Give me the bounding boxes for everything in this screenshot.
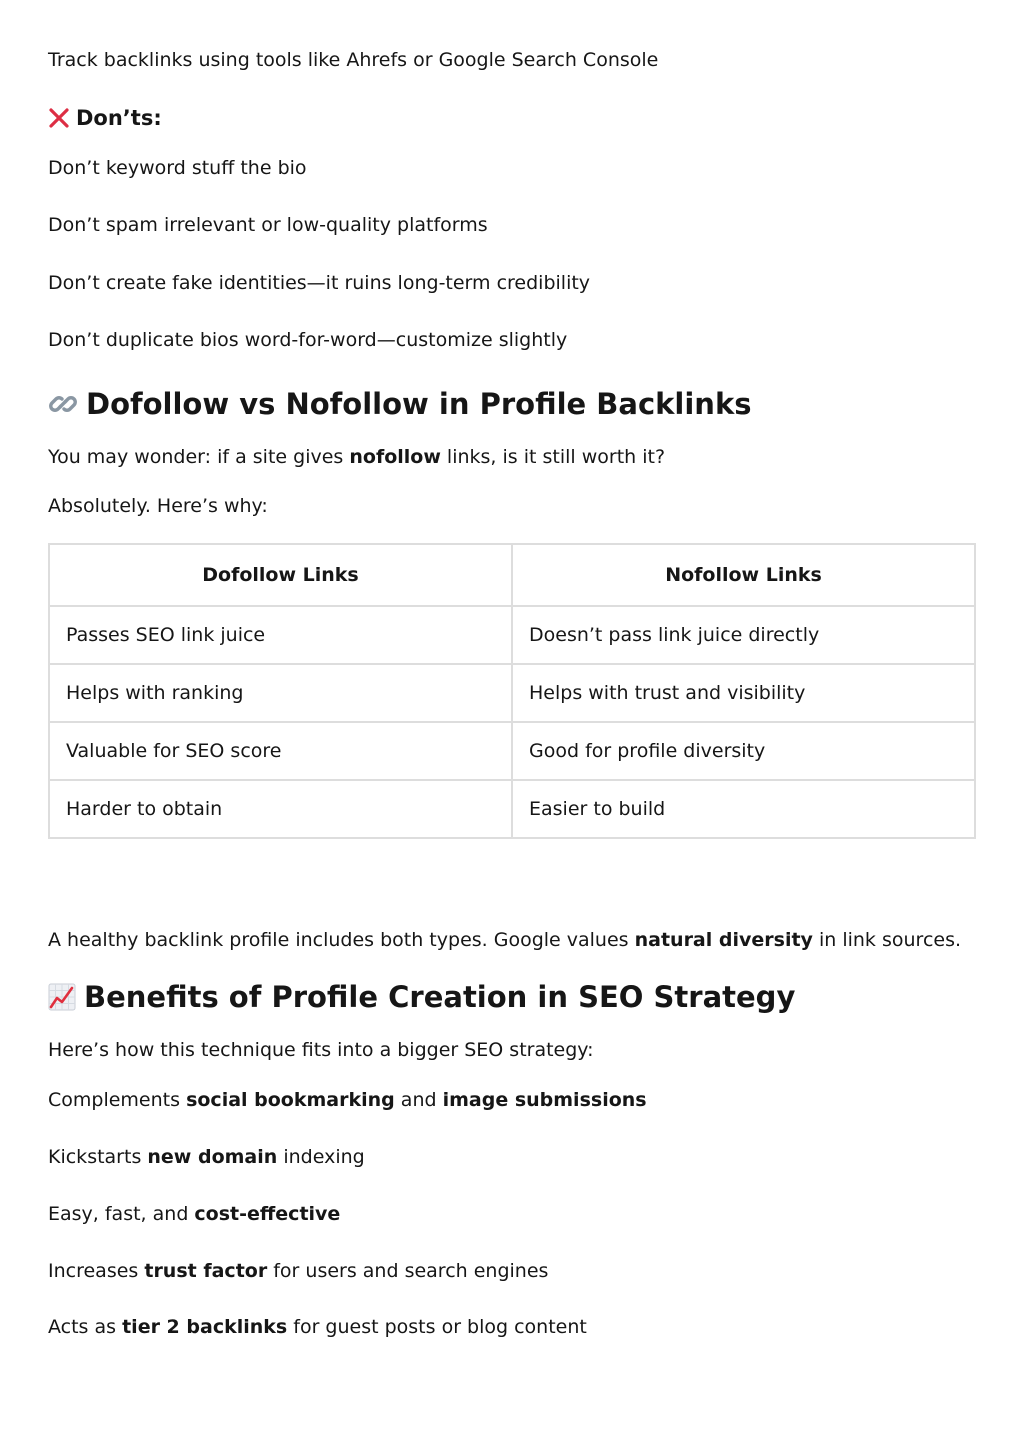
benefit-bold: image submissions	[442, 1089, 647, 1111]
answer-line: Absolutely. Here’s why:	[48, 495, 268, 517]
table-row	[49, 606, 975, 664]
donts-item: Don’t create fake identities—it ruins long-term credibility	[48, 272, 591, 294]
benefits-heading	[48, 979, 795, 1015]
benefit-text: Complements	[48, 1089, 187, 1111]
link-icon	[48, 389, 78, 419]
benefits-heading-text: Benefits of Profile Creation in SEO Strategy	[84, 980, 796, 1014]
summary-line	[48, 928, 961, 952]
benefit-text: Increases	[48, 1260, 145, 1282]
benefit-bold: social bookmarking	[186, 1089, 395, 1111]
summary-text: A healthy backlink profile includes both types. Google values	[48, 929, 635, 951]
dofollow-nofollow-table	[48, 543, 976, 839]
table-header-row	[49, 544, 975, 606]
table-row	[49, 780, 975, 838]
intro-line: Track backlinks using tools like Ahrefs or Google Search Console	[48, 49, 659, 71]
benefit-text: for guest posts or blog content	[287, 1316, 587, 1338]
benefit-text: Easy, fast, and	[48, 1203, 195, 1225]
benefit-text: indexing	[277, 1146, 365, 1168]
dofollow-heading-text: Dofollow vs Nofollow in Profile Backlinks	[86, 387, 752, 421]
table-cell: Helps with ranking	[49, 664, 512, 722]
table-cell: Valuable for SEO score	[49, 722, 512, 780]
benefit-text: for users and search engines	[267, 1260, 549, 1282]
nofollow-question	[48, 445, 665, 469]
benefit-item	[48, 1088, 647, 1112]
donts-heading-text: Don’ts:	[76, 106, 162, 130]
benefit-item	[48, 1259, 548, 1283]
donts-item: Don’t keyword stuff the bio	[48, 157, 307, 179]
benefit-text: Acts as	[48, 1316, 123, 1338]
benefit-bold: new domain	[147, 1146, 278, 1168]
benefit-text: and	[394, 1089, 443, 1111]
donts-heading	[48, 105, 162, 131]
table-cell: Easier to build	[512, 780, 975, 838]
question-text: You may wonder: if a site gives	[48, 446, 350, 468]
summary-bold: natural diversity	[634, 929, 813, 951]
donts-item: Don’t spam irrelevant or low-quality platforms	[48, 214, 488, 236]
benefit-bold: trust factor	[144, 1260, 268, 1282]
donts-item: Don’t duplicate bios word-for-word—customize slightly	[48, 329, 568, 351]
benefit-item	[48, 1202, 340, 1226]
summary-text: in link sources.	[812, 929, 962, 951]
benefit-item	[48, 1315, 587, 1339]
question-bold: nofollow	[349, 446, 441, 468]
benefits-intro: Here’s how this technique fits into a bigger SEO strategy:	[48, 1039, 594, 1061]
cross-mark-icon	[48, 107, 70, 129]
table-cell: Helps with trust and visibility	[512, 664, 975, 722]
table-cell: Harder to obtain	[49, 780, 512, 838]
chart-increasing-icon	[48, 983, 76, 1011]
table-header-cell: Nofollow Links	[512, 544, 975, 606]
table-cell: Passes SEO link juice	[49, 606, 512, 664]
question-text: links, is it still worth it?	[440, 446, 666, 468]
dofollow-heading	[48, 386, 752, 422]
table-row	[49, 722, 975, 780]
benefit-bold: tier 2 backlinks	[122, 1316, 288, 1338]
table-cell: Good for profile diversity	[512, 722, 975, 780]
table-cell: Doesn’t pass link juice directly	[512, 606, 975, 664]
benefit-text: Kickstarts	[48, 1146, 148, 1168]
table-row	[49, 664, 975, 722]
benefit-bold: cost-effective	[194, 1203, 341, 1225]
table-header-cell: Dofollow Links	[49, 544, 512, 606]
benefit-item	[48, 1145, 365, 1169]
